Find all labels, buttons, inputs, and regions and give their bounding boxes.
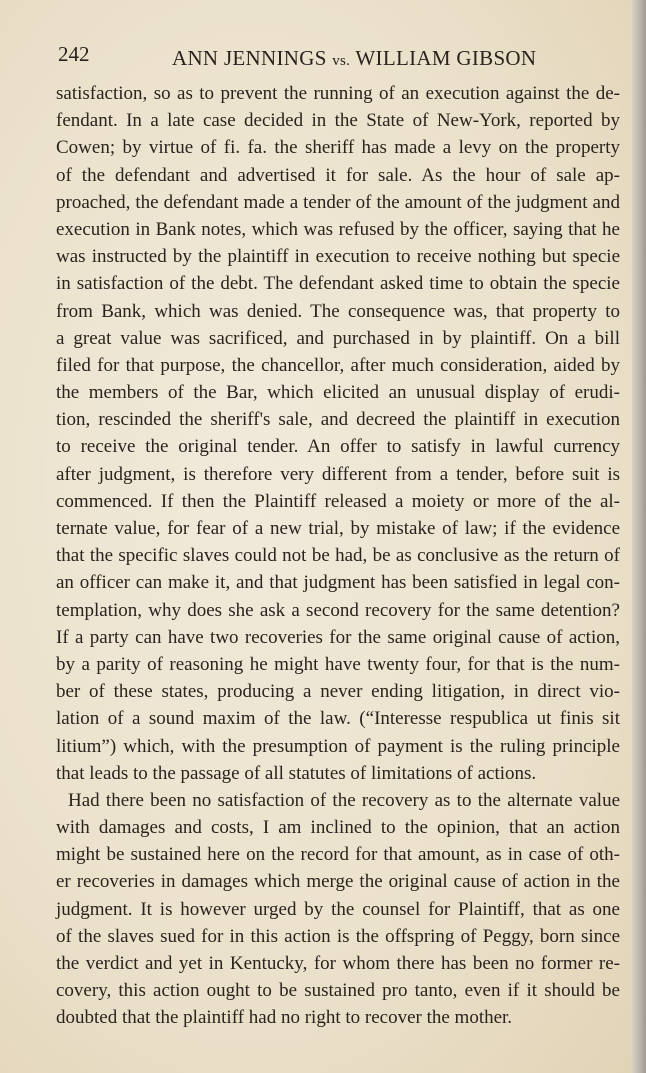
text-line: covery, this action ought to be sustained pro tanto, even if it should be — [56, 980, 620, 1002]
running-title-vs: vs. — [332, 53, 351, 69]
text-line: judgment. It is however urged by the counsel for Plaintiff, that as one — [56, 898, 620, 920]
page-header — [58, 42, 618, 72]
text-line: of the slaves sued for in this action is the offspring of Peggy, born since — [56, 925, 620, 947]
running-title-left: ANN JENNINGS — [172, 46, 327, 70]
text-line: templation, why does she ask a second recovery for the same detention? — [56, 599, 620, 621]
text-line: er recoveries in damages which merge the original cause of action in the — [56, 871, 620, 893]
text-line: to receive the original tender. An offer to satisfy in lawful currency — [56, 436, 620, 458]
text-line: from Bank, which was denied. The consequence was, that property to — [56, 300, 620, 322]
text-line: the verdict and yet in Kentucky, for whom there has been no former re- — [56, 953, 620, 974]
page-number: 242 — [58, 42, 90, 66]
text-line: was instructed by the plaintiff in execution to receive nothing but specie — [56, 246, 620, 268]
text-line: that leads to the passage of all statutes of limitations of actions. — [56, 762, 537, 784]
text-line: satisfaction, so as to prevent the running of an execution against the de- — [56, 83, 620, 104]
text-line: Had there been no satisfaction of the recovery as to the alternate value — [68, 789, 620, 811]
text-line: commenced. If then the Plaintiff released a moiety or more of the al- — [56, 490, 620, 512]
text-line: fendant. In a late case decided in the State of New-York, reported by — [56, 110, 620, 132]
text-line: might be sustained here on the record for that amount, as in case of oth- — [56, 844, 620, 866]
paragraph — [56, 80, 620, 787]
text-line: Cowen; by virtue of fi. fa. the sheriff has made a levy on the property — [56, 137, 620, 159]
text-line: a great value was sacrificed, and purchased in by plaintiff. On a bill — [56, 327, 620, 349]
text-line: of the defendant and advertised it for sale. As the hour of sale ap- — [56, 164, 620, 186]
page-edge — [632, 0, 646, 1073]
text-line: litium”) which, with the presumption of payment is the ruling principle — [56, 735, 620, 757]
text-line: ber of these states, producing a never ending litigation, in direct vio- — [56, 681, 620, 703]
text-line: If a party can have two recoveries for the same original cause of action, — [56, 626, 620, 648]
text-line: lation of a sound maxim of the law. (“Interesse respublica ut finis sit — [56, 708, 620, 730]
text-line: doubted that the plaintiff had no right to recover the mother. — [56, 1007, 513, 1029]
text-line: by a parity of reasoning he might have twenty four, for that is the num- — [56, 653, 620, 675]
text-line: filed for that purpose, the chancellor, after much consideration, aided by — [56, 354, 620, 376]
page-body — [56, 80, 620, 1032]
running-title-right: WILLIAM GIBSON — [355, 46, 537, 70]
text-line: in satisfaction of the debt. The defendant asked time to obtain the specie — [56, 273, 620, 295]
paragraph — [56, 787, 620, 1032]
text-line: proached, the defendant made a tender of the amount of the judgment and — [56, 191, 620, 213]
text-line: that the specific slaves could not be had, be as conclusive as the return of — [56, 545, 620, 567]
running-title — [172, 46, 536, 71]
text-line: with damages and costs, I am inclined to the opinion, that an action — [56, 817, 620, 839]
text-line: tion, rescinded the sheriff's sale, and decreed the plaintiff in execution — [56, 409, 620, 431]
text-line: execution in Bank notes, which was refused by the officer, saying that he — [56, 218, 620, 240]
text-line: ternate value, for fear of a new trial, by mistake of law; if the evidence — [56, 518, 620, 539]
text-line: the members of the Bar, which elicited an unusual display of erudi- — [56, 382, 620, 404]
text-line: after judgment, is therefore very different from a tender, before suit is — [56, 463, 620, 485]
text-line: an officer can make it, and that judgment has been satisfied in legal con- — [56, 572, 620, 594]
